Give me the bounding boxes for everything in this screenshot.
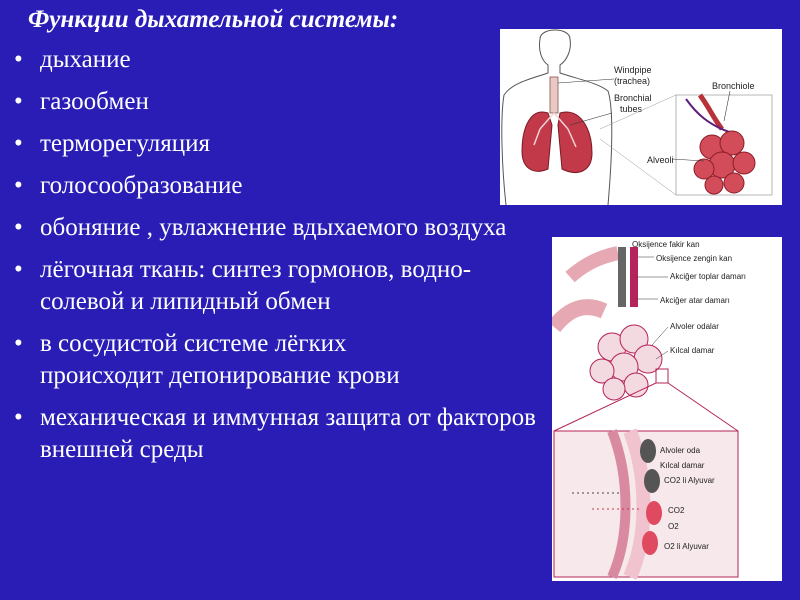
bullet-dot: • (14, 88, 23, 115)
gas-exchange-svg (552, 237, 782, 581)
label-bronchiole: Bronchiole (712, 81, 755, 91)
bullet-item: • терморегуляция (14, 128, 534, 160)
label-oksijence-zengin: Oksijence zengin kan (656, 254, 733, 263)
label-co2: CO2 (668, 506, 685, 515)
label-oksijence-fakir: Oksijence fakir kan (632, 240, 700, 249)
gas-exchange-illustration (552, 237, 782, 581)
bullet-dot: • (14, 214, 23, 241)
lungs-svg (500, 29, 782, 205)
bullet-dot: • (14, 172, 23, 199)
bullet-item: • обоняние , увлажнение вдыхаемого воздуха (14, 212, 520, 244)
bullet-dot: • (14, 256, 23, 283)
label-tubes: tubes (620, 104, 643, 114)
bullet-item: • в сосудистой системе лёгких происходит депонирование крови (14, 330, 400, 389)
label-o2-alyuvar: O2 li Alyuvar (664, 542, 709, 551)
bullet-item: • газообмен (14, 86, 534, 118)
label-alveoli: Alveoli (647, 155, 674, 165)
label-alvoler-oda: Alvoler oda (660, 446, 701, 455)
label-atar: Akciğer atar damarı (660, 296, 730, 305)
alveolar-sacs (590, 325, 662, 400)
bullet-item: • дыхание (14, 44, 534, 76)
lungs-illustration (500, 29, 782, 205)
bullet-dot: • (14, 330, 23, 357)
label-co2-alyuvar: CO2 li Alyuvar (664, 476, 715, 485)
label-kilcal-1: Kılcal damar (670, 346, 715, 355)
bullet-item: • лёгочная ткань: синтез гормонов, водно-солевой и липидный обмен (14, 256, 472, 315)
bullet-item: • голосообразование (14, 170, 534, 202)
slide-title: Функции дыхательной системы: (28, 6, 399, 33)
bullet-list (14, 44, 534, 476)
label-trachea: (trachea) (614, 76, 651, 86)
label-windpipe: Windpipe (614, 65, 652, 75)
label-bronchial: Bronchial (614, 93, 652, 103)
label-kilcal-2: Kılcal damar (660, 461, 705, 470)
bullet-dot: • (14, 130, 23, 157)
bullet-item: • механическая и иммунная защита от факторов внешней среды (14, 404, 536, 463)
label-o2: O2 (668, 522, 679, 531)
label-toplar: Akciğer toplar damarı (670, 272, 747, 281)
bullet-dot: • (14, 46, 23, 73)
bullet-dot: • (14, 404, 23, 431)
label-alvoler-odalar: Alvoler odalar (670, 322, 719, 331)
